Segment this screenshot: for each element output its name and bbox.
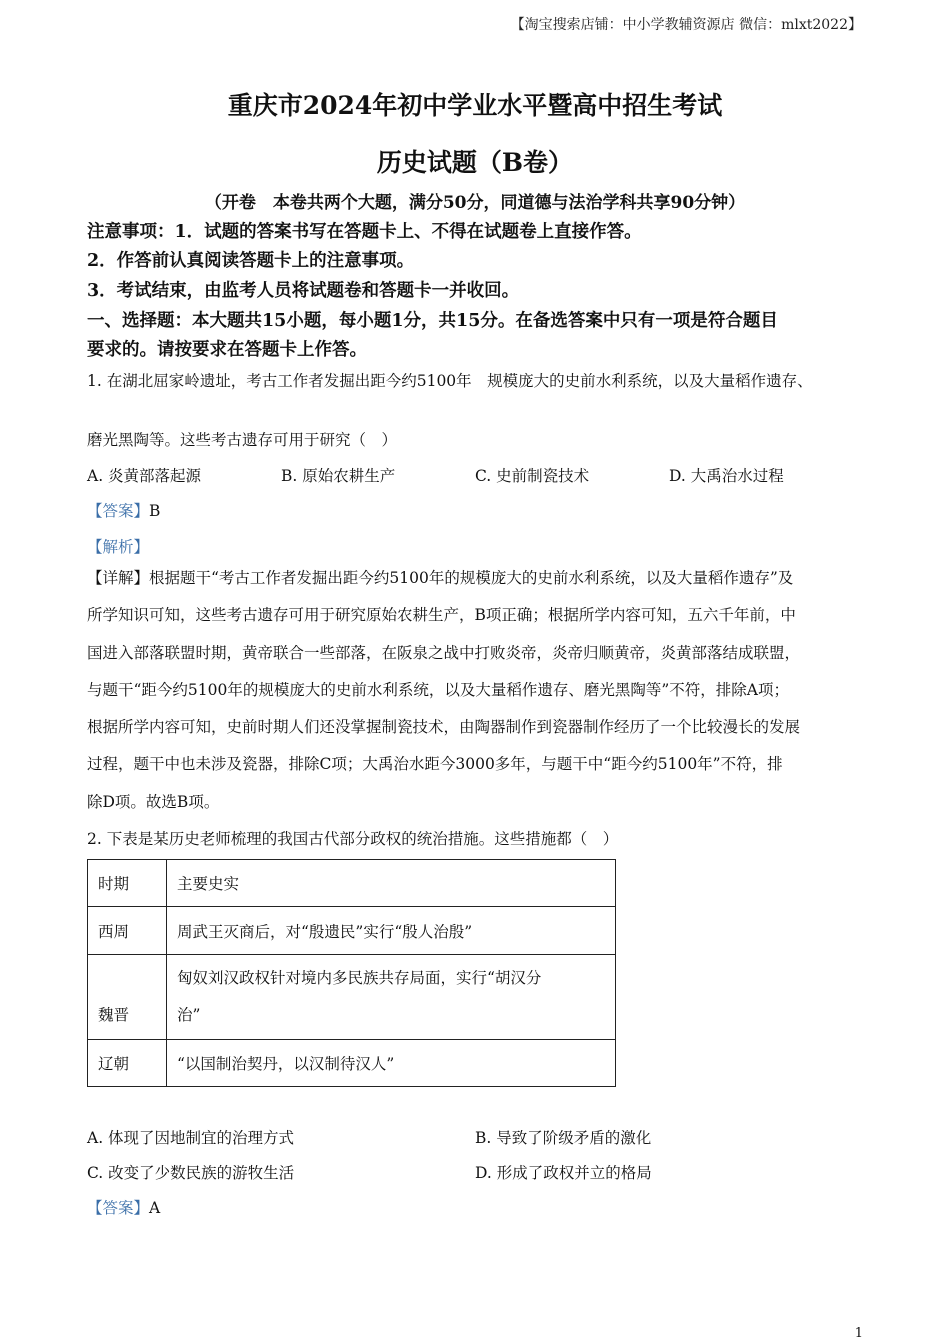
detail-line: 过程，题干中也未涉及瓷器，排除C项；大禹治水距今3000多年，与题干中“距今约5100年”不符，排 bbox=[87, 755, 783, 774]
page-number: 1 bbox=[854, 1326, 863, 1341]
note-1: 注意事项：1．试题的答案书写在答题卡上、不得在试题卷上直接作答。 bbox=[87, 222, 642, 242]
note-3: 3．考试结束，由监考人员将试题卷和答题卡一并收回。 bbox=[87, 281, 520, 301]
table-cell-line: 匈奴刘汉政权针对境内多民族共存局面，实行“胡汉分 bbox=[177, 969, 542, 987]
table-cell: 魏晋 bbox=[88, 955, 167, 1040]
table-row bbox=[88, 1040, 616, 1087]
q1-stem-line1: 1. 在湖北屈家岭遗址，考古工作者发掘出距今约5100年 规模庞大的史前水利系统，以及大量稻作遗存、 bbox=[87, 372, 813, 390]
detail-line: 与题干“距今约5100年的规模庞大的史前水利系统，以及大量稻作遗存、磨光黑陶等”不符，排除A项； bbox=[87, 680, 789, 699]
q1-option-a: A. 炎黄部落起源 bbox=[87, 467, 202, 485]
q1-stem-line2: 磨光黑陶等。这些考古遗存可用于研究（ ） bbox=[87, 431, 398, 449]
note-2: 2．作答前认真阅读答题卡上的注意事项。 bbox=[87, 251, 415, 271]
q1-answer bbox=[87, 499, 160, 521]
q2-option-b: B. 导致了阶级矛盾的激化 bbox=[475, 1129, 652, 1147]
table-row bbox=[88, 860, 616, 907]
q2-table bbox=[87, 859, 616, 1087]
q2-option-c: C. 改变了少数民族的游牧生活 bbox=[87, 1164, 295, 1182]
answer-value: B bbox=[149, 502, 161, 520]
section-heading-line1: 一、选择题：本大题共15小题，每小题1分，共15分。在备选答案中只有一项是符合题目 bbox=[87, 311, 778, 331]
table-cell: 辽朝 bbox=[88, 1040, 167, 1087]
table-cell: “以国制治契丹，以汉制待汉人” bbox=[167, 1040, 616, 1087]
table-cell: 西周 bbox=[88, 907, 167, 955]
q1-option-c: C. 史前制瓷技术 bbox=[475, 467, 590, 485]
q1-detail bbox=[87, 560, 863, 821]
q2-stem: 2. 下表是某历史老师梳理的我国古代部分政权的统治措施。这些措施都（ ） bbox=[87, 830, 619, 848]
detail-line: 国进入部落联盟时期，黄帝联合一些部落，在阪泉之战中打败炎帝，炎帝归顺黄帝，炎黄部落结成联盟， bbox=[87, 643, 801, 662]
detail-line: 根据所学内容可知，史前时期人们还没掌握制瓷技术，由陶器制作到瓷器制作经历了一个比较漫长的发展 bbox=[87, 718, 801, 737]
answer-tag: 【答案】 bbox=[87, 1199, 150, 1217]
paper-title: 历史试题（B卷） bbox=[376, 148, 574, 177]
table-row bbox=[88, 907, 616, 955]
table-cell-line: 治” bbox=[177, 1006, 201, 1024]
q1-analysis-tag: 【解析】 bbox=[87, 538, 150, 556]
q1-option-b: B. 原始农耕生产 bbox=[281, 467, 396, 485]
q2-option-d: D. 形成了政权并立的格局 bbox=[475, 1164, 652, 1182]
shop-note: 【淘宝搜索店铺：中小学教辅资源店 微信：mlxt2022】 bbox=[510, 17, 862, 33]
exam-subtitle: （开卷 本卷共两个大题，满分50分，同道德与法治学科共享90分钟） bbox=[204, 193, 746, 213]
table-header-period: 时期 bbox=[88, 860, 167, 907]
answer-value: A bbox=[149, 1199, 161, 1217]
section-heading-line2: 要求的。请按要求在答题卡上作答。 bbox=[87, 340, 367, 360]
detail-line: 【详解】根据题干“考古工作者发掘出距今约5100年的规模庞大的史前水利系统，以及大量稻作遗存”及 bbox=[87, 569, 794, 587]
detail-line: 所学知识可知，这些考古遗存可用于研究原始农耕生产，B项正确；根据所学内容可知，五六千年前，中 bbox=[87, 606, 796, 625]
table-cell bbox=[167, 955, 616, 1040]
table-header-facts: 主要史实 bbox=[167, 860, 616, 907]
q2-answer bbox=[87, 1196, 160, 1218]
q2-option-a: A. 体现了因地制宜的治理方式 bbox=[87, 1129, 295, 1147]
detail-line: 除D项。故选B项。 bbox=[87, 792, 220, 811]
table-cell: 周武王灭商后，对“殷遗民”实行“殷人治殷” bbox=[167, 907, 616, 955]
answer-tag: 【答案】 bbox=[87, 502, 150, 520]
exam-title: 重庆市2024年初中学业水平暨高中招生考试 bbox=[227, 91, 723, 120]
table-row bbox=[88, 955, 616, 1040]
q1-option-d: D. 大禹治水过程 bbox=[669, 467, 784, 485]
